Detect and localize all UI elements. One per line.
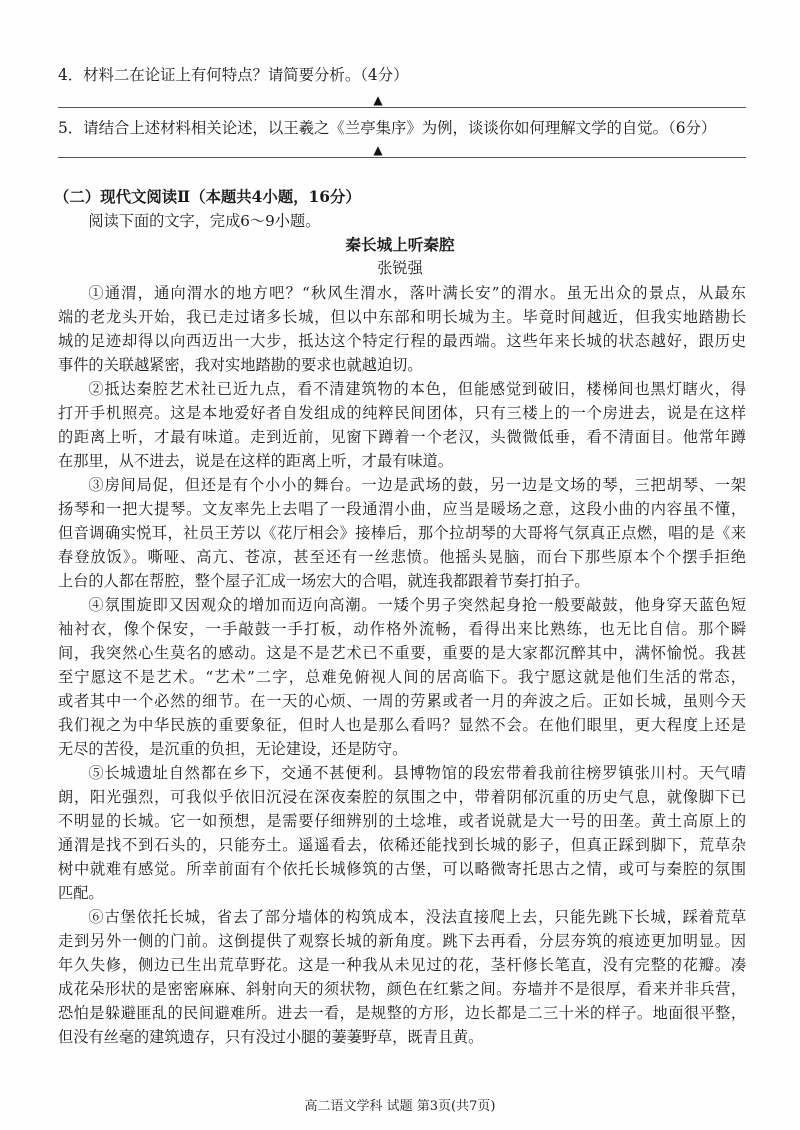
paragraph-line: 匹配。 <box>58 884 104 902</box>
paragraph-line: 年久失修，侧边已生出荒草野花。这是一种我从未见过的花，茎杆修长笔直，没有完整的花瓣。凑 <box>58 956 746 974</box>
answer-area-marker-icon: ▲ <box>373 93 383 107</box>
paragraph-line: ③房间局促，但还是有个小小的舞台。一边是武场的鼓，另一边是文场的琴，三把胡琴、一架 <box>88 476 746 494</box>
paragraph-line: 的距离上听，才最有味道。走到近前，见窗下蹲着一个老汉，头微微低垂，看不清面目。他常年蹲 <box>58 428 746 446</box>
paragraph-line: 间，我突然心生莫名的感动。这是不是艺术已不重要，重要的是大家都沉醉其中，满怀愉悦。我甚 <box>58 644 746 662</box>
answer-area-marker-icon: ▲ <box>373 143 383 157</box>
paragraph-line: 打开手机照亮。这是本地爱好者自发组成的纯粹民间团体，只有三楼上的一个房进去，说是在这样 <box>58 404 746 422</box>
paragraph-line: 事件的关联越紧密，我对实地踏勘的要求也就越迫切。 <box>58 356 423 374</box>
paragraph-line: 朗，阳光强烈，可我似乎依旧沉浸在深夜秦腔的氛围之中，带着阴郁沉重的历史气息，就像脚下已 <box>58 788 746 806</box>
paragraph-line: ④氛围旋即又因观众的增加而迈向高潮。一矮个男子突然起身抢一般要敲鼓，他身穿天蓝色短 <box>88 596 746 614</box>
paragraph-line: 在那里，从不进去，说是在这样的距离上听，才最有味道。 <box>58 452 453 470</box>
paragraph-line: 通渭是找不到石头的，只能夯土。遥遥看去，依稀还能找到长城的影子，但真正踩到脚下，荒草杂 <box>58 836 746 854</box>
paragraph-5 <box>58 761 746 905</box>
answer-divider <box>58 107 746 108</box>
paragraph-3 <box>58 473 746 593</box>
paragraph-line: ⑤长城遗址自然都在乡下，交通不甚便利。县博物馆的段宏带着我前往榜罗镇张川村。天气晴 <box>88 764 746 782</box>
page-footer: 高二语文学科 试题 第3页(共7页) <box>304 1099 496 1114</box>
paragraph-2 <box>58 377 746 473</box>
paragraph-line: 但音调确实悦耳，社员王芳以《花厅相会》接棒后，那个拉胡琴的大哥将气氛真正点燃，唱的是《来 <box>58 524 746 542</box>
paragraph-line: ②抵达秦腔艺术社已近九点，看不清建筑物的本色，但能感觉到破旧，楼梯间也黑灯瞎火，得 <box>88 380 746 398</box>
paragraph-4 <box>58 593 746 761</box>
paragraph-line: ①通渭，通向渭水的地方吧？“秋风生渭水，落叶满长安”的渭水。虽无出众的景点，从最东 <box>88 284 746 302</box>
paragraph-line: 树中就难有感觉。所幸前面有个依托长城修筑的古堡，可以略微寄托思古之情，或可与秦腔的氛围 <box>58 860 746 878</box>
paragraph-line: 成花朵形状的是密密麻麻、斜射向天的须状物，颜色在红紫之间。夯墙并不是很厚，看来并非兵营， <box>58 980 746 998</box>
paragraph-line: 扬琴和一把大提琴。文友率先上去唱了一段通渭小曲，应当是暖场之意，这段小曲的内容虽不懂， <box>58 500 746 518</box>
paragraph-line: 走到另外一侧的门前。这倒提供了观察长城的新角度。跳下去再看，分层夯筑的痕迹更加明显。因 <box>58 932 746 950</box>
paragraph-line: 或者其中一个必然的细节。在一天的心烦、一周的劳累或者一月的奔波之后。正如长城，虽则今天 <box>58 692 746 710</box>
paragraph-line: 但没有丝毫的建筑遗存，只有没过小腿的萋萋野草，既青且黄。 <box>58 1028 484 1046</box>
paragraph-6 <box>58 905 746 1049</box>
article-body <box>58 281 746 1049</box>
paragraph-line: 上台的人都在帮腔，整个屋子汇成一场宏大的合唱，就连我都跟着节奏打拍子。 <box>58 572 590 590</box>
question-4: 4．材料二在论证上有何特点？请简要分析。（4分） <box>58 66 409 84</box>
paragraph-line: 端的老龙头开始，我已走过诸多长城，但以中东部和明长城为主。毕竟时间越近，但我实地踏勘长 <box>58 308 746 326</box>
paragraph-line: 春登放饭》。嘶哑、高亢、苍凉，甚至还有一丝悲愤。他摇头晃脑，而台下那些原本个个摆手拒绝 <box>58 548 746 566</box>
paragraph-line: 袖衬衣，像个保安，一手敲鼓一手打板，动作格外流畅，看得出来比熟练，也无比自信。那个瞬 <box>58 620 746 638</box>
paragraph-line: 恐怕是躲避匪乱的民间避难所。进去一看，是规整的方形，边长都是二三十米的样子。地面很平整， <box>58 1004 746 1022</box>
paragraph-line: 不明显的长城。它一如预想，是需要仔细辨别的土埝堆，或者说就是大一号的田垄。黄土高原上的 <box>58 812 746 830</box>
section-instruction: 阅读下面的文字，完成6～9小题。 <box>88 212 321 230</box>
article-title: 秦长城上听秦腔 <box>345 235 455 254</box>
paragraph-line: 无尽的苦役，是沉重的负担，无论建设，还是防守。 <box>58 740 408 758</box>
answer-divider <box>58 157 746 158</box>
paragraph-1 <box>58 281 746 377</box>
paragraph-line: ⑥古堡依托长城，省去了部分墙体的构筑成本，没法直接爬上去，只能先跳下长城，踩着荒草 <box>88 908 746 926</box>
question-5: 5．请结合上述材料相关论述，以王羲之《兰亭集序》为例，谈谈你如何理解文学的自觉。（6分） <box>58 119 717 137</box>
paragraph-line: 至宁愿这不是艺术。“艺术”二字，总难免俯视人间的居高临下。我宁愿这就是他们生活的常态， <box>58 668 746 686</box>
section-heading: （二）现代文阅读Ⅱ（本题共4小题，16分） <box>54 188 361 206</box>
paragraph-line: 我们视之为中华民族的重要象征，但时人也是那么看吗？显然不会。在他们眼里，更大程度上还是 <box>58 716 746 734</box>
paragraph-line: 城的足迹却得以向西迈出一大步，抵达这个特定行程的最西端。这些年来长城的状态越好，跟历史 <box>58 332 746 350</box>
article-author: 张锐强 <box>377 259 423 277</box>
